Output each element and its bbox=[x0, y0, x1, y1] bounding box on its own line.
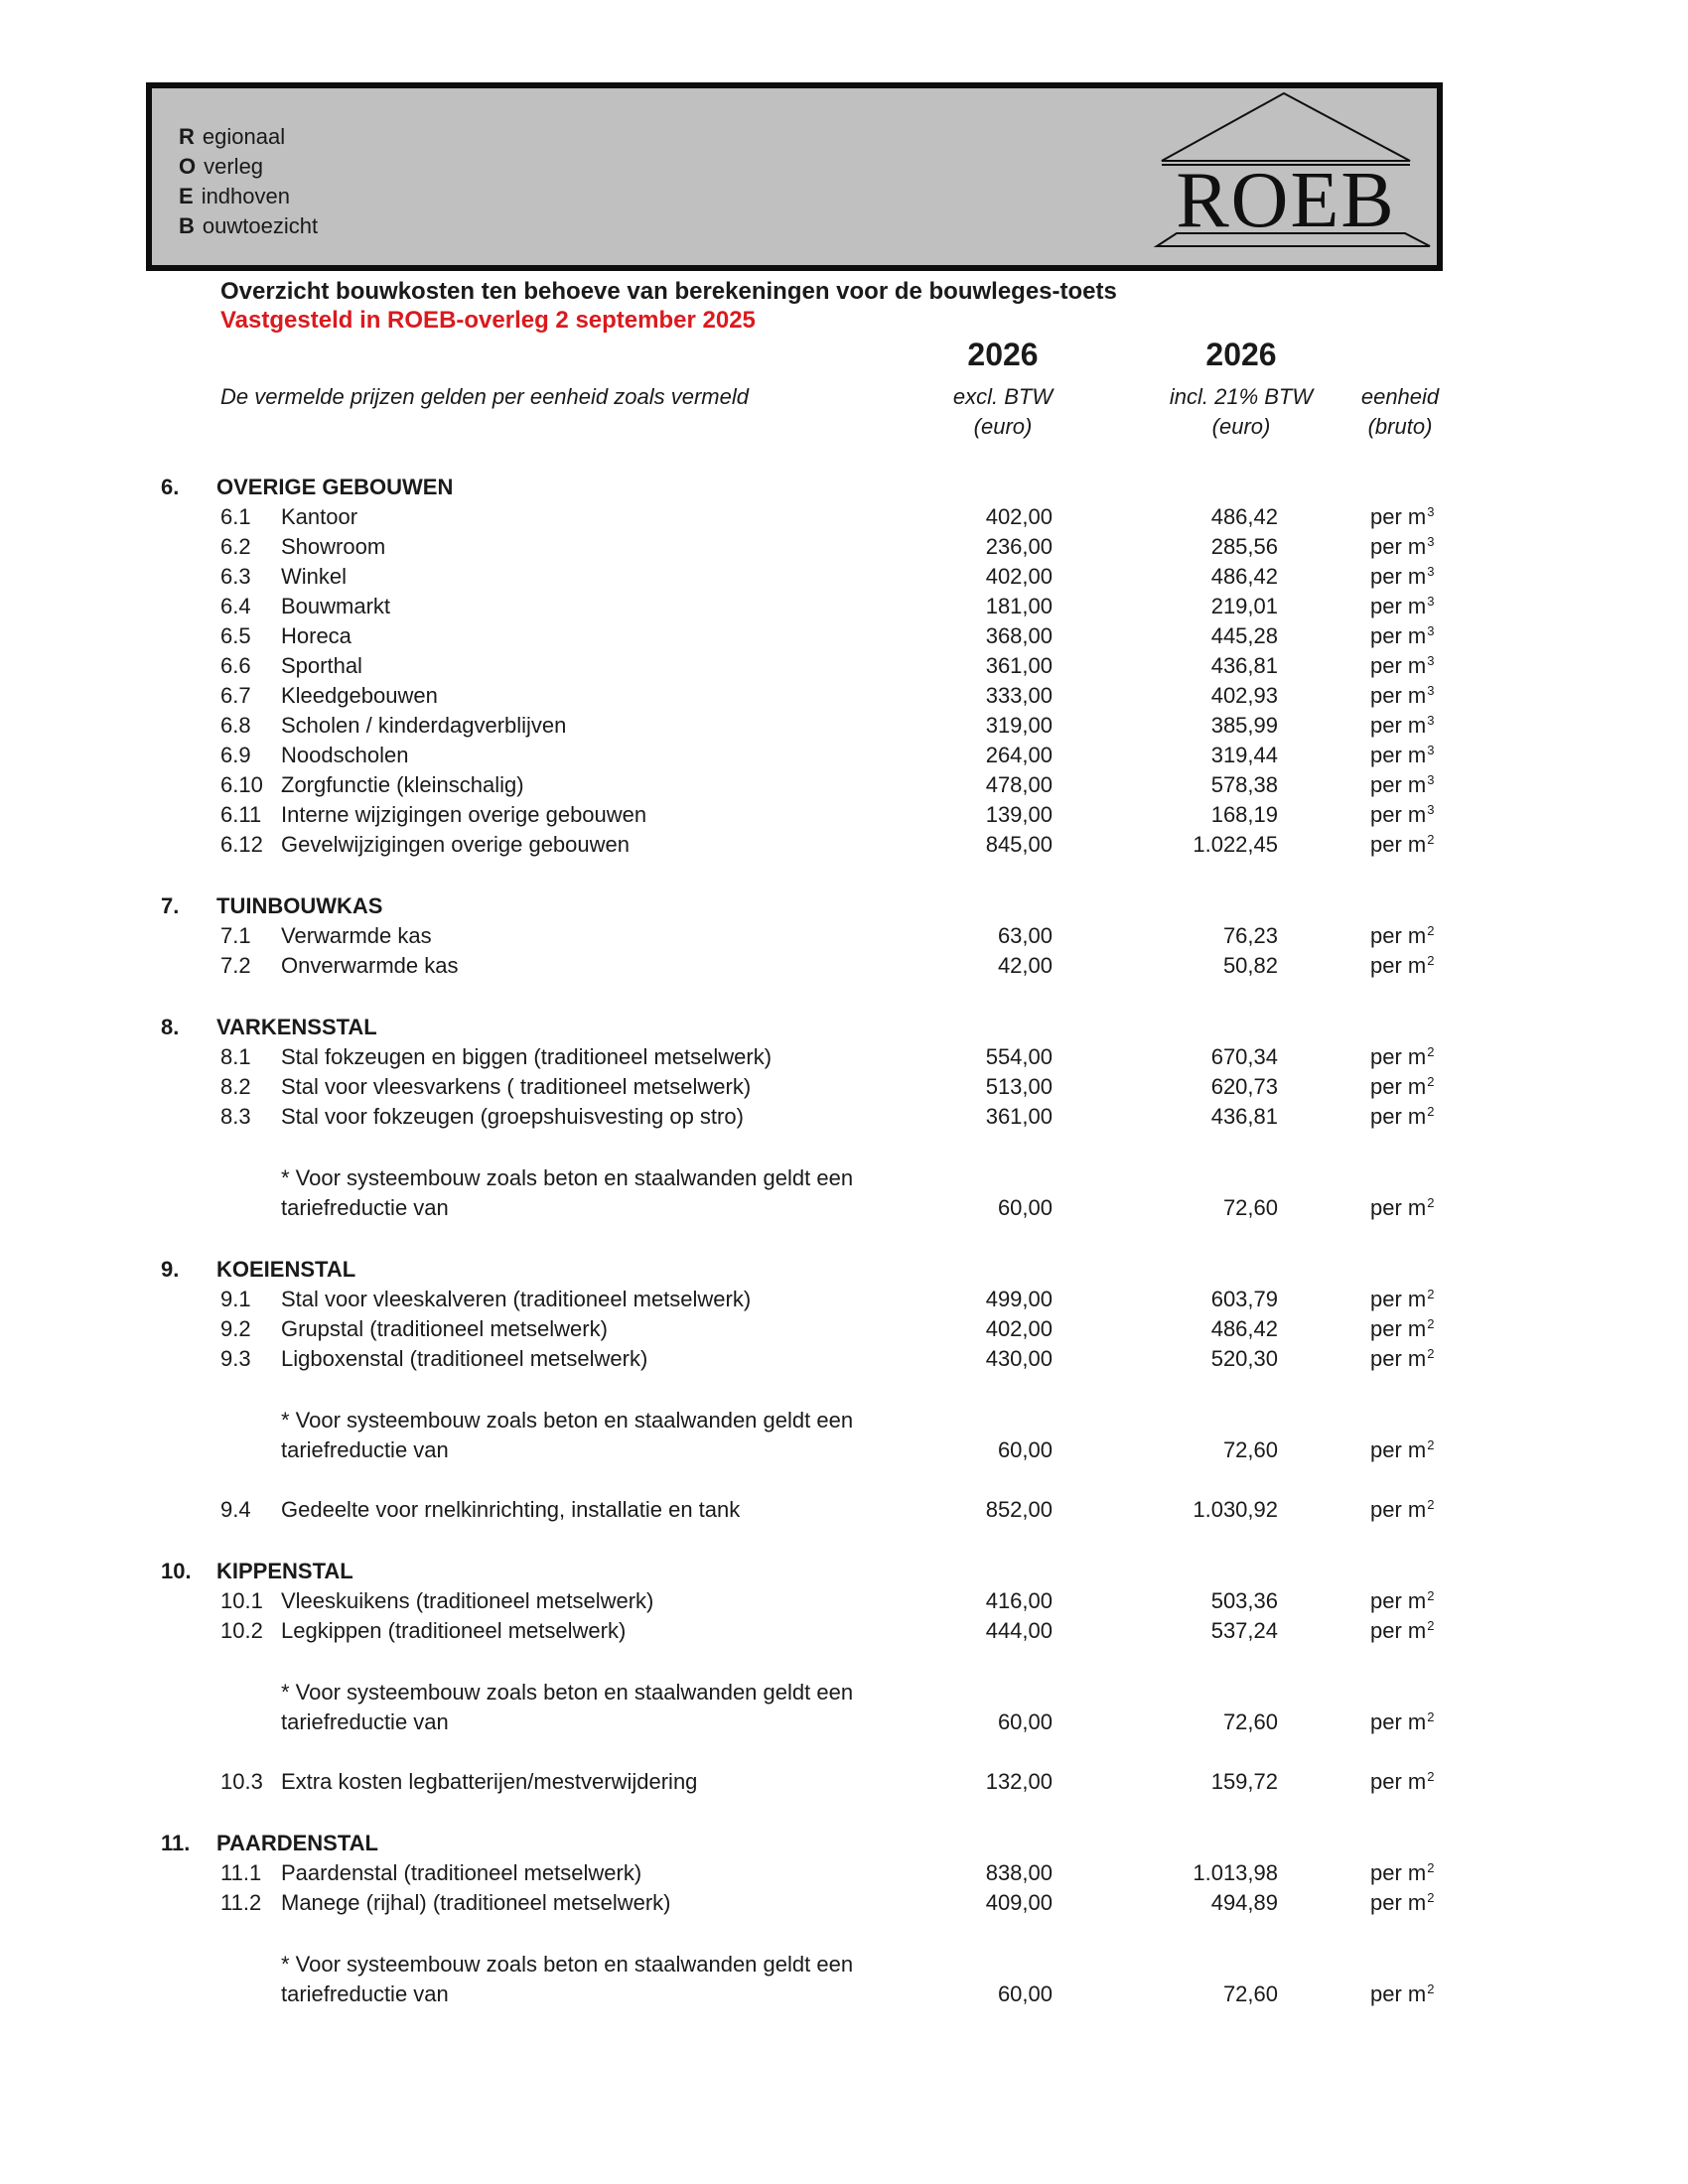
note-row bbox=[0, 1165, 1688, 1195]
price-excl-btw: 319,00 bbox=[985, 713, 1053, 738]
price-incl-btw: 436,81 bbox=[1210, 653, 1278, 678]
unit: per m 2 bbox=[1370, 1769, 1435, 1794]
price-incl-btw: 670,34 bbox=[1210, 1044, 1278, 1069]
note-text: tariefreductie van bbox=[281, 1709, 449, 1734]
price-incl-btw: 219,01 bbox=[1210, 594, 1278, 618]
price-excl-btw: 60,00 bbox=[997, 1437, 1053, 1462]
unit: per m 2 bbox=[1370, 1860, 1435, 1885]
col-subheader-excl-euro: (euro) bbox=[973, 414, 1033, 439]
price-excl-btw: 60,00 bbox=[997, 1981, 1053, 2006]
table-row bbox=[0, 1890, 1688, 1920]
row-number: 6.12 bbox=[220, 832, 263, 857]
price-excl-btw: 333,00 bbox=[985, 683, 1053, 708]
row-label: Interne wijzigingen overige gebouwen bbox=[281, 802, 647, 827]
price-incl-btw: 72,60 bbox=[1222, 1437, 1278, 1462]
row-number: 9.4 bbox=[220, 1497, 251, 1522]
row-number: 10.1 bbox=[220, 1588, 263, 1613]
unit-exponent: 2 bbox=[1427, 1104, 1435, 1119]
row-label: Bouwmarkt bbox=[281, 594, 391, 618]
row-label: Stal voor vleeskalveren (traditioneel metselwerk) bbox=[281, 1287, 752, 1311]
table-row bbox=[0, 1104, 1688, 1134]
price-excl-btw: 181,00 bbox=[985, 594, 1053, 618]
unit-exponent: 2 bbox=[1427, 1709, 1435, 1724]
section-header bbox=[0, 893, 1688, 923]
unit: per m 2 bbox=[1370, 1104, 1435, 1129]
unit-exponent: 3 bbox=[1427, 534, 1435, 549]
col-header-incl-btw: incl. 21% BTW bbox=[1169, 384, 1314, 409]
unit: per m 3 bbox=[1370, 772, 1435, 797]
row-number: 6.5 bbox=[220, 623, 251, 648]
unit: per m 2 bbox=[1370, 1346, 1435, 1371]
table-row bbox=[0, 1287, 1688, 1316]
table-row bbox=[0, 1346, 1688, 1376]
unit-exponent: 2 bbox=[1427, 1618, 1435, 1633]
unit-exponent: 3 bbox=[1427, 743, 1435, 757]
price-incl-btw: 494,89 bbox=[1210, 1890, 1278, 1915]
unit-exponent: 2 bbox=[1427, 1074, 1435, 1089]
price-incl-btw: 520,30 bbox=[1210, 1346, 1278, 1371]
price-incl-btw: 620,73 bbox=[1210, 1074, 1278, 1099]
price-incl-btw: 50,82 bbox=[1222, 953, 1278, 978]
price-incl-btw: 76,23 bbox=[1222, 923, 1278, 948]
unit: per m 3 bbox=[1370, 713, 1435, 738]
section-header bbox=[0, 1831, 1688, 1860]
row-number: 6.11 bbox=[220, 802, 262, 827]
row-number: 6.4 bbox=[220, 594, 251, 618]
price-incl-btw: 486,42 bbox=[1210, 564, 1278, 589]
section-header bbox=[0, 475, 1688, 504]
row-number: 6.10 bbox=[220, 772, 263, 797]
acronym-rest: ouwtoezicht bbox=[202, 213, 319, 238]
unit-exponent: 3 bbox=[1427, 623, 1435, 638]
price-incl-btw: 445,28 bbox=[1210, 623, 1278, 648]
unit-exponent: 2 bbox=[1427, 1346, 1435, 1361]
row-number: 8.2 bbox=[220, 1074, 251, 1099]
price-excl-btw: 478,00 bbox=[985, 772, 1053, 797]
price-incl-btw: 537,24 bbox=[1210, 1618, 1278, 1643]
table-row bbox=[0, 832, 1688, 862]
acronym-initial: E bbox=[179, 184, 194, 208]
unit: per m 2 bbox=[1370, 953, 1435, 978]
unit: per m 3 bbox=[1370, 802, 1435, 827]
roeb-acronym bbox=[179, 122, 318, 241]
row-label: Legkippen (traditioneel metselwerk) bbox=[281, 1618, 627, 1643]
row-label: Kantoor bbox=[281, 504, 358, 529]
price-excl-btw: 838,00 bbox=[985, 1860, 1053, 1885]
unit: per m 2 bbox=[1370, 1195, 1435, 1220]
row-label: Grupstal (traditioneel metselwerk) bbox=[281, 1316, 608, 1341]
note-text: tariefreductie van bbox=[281, 1437, 449, 1462]
unit-exponent: 2 bbox=[1427, 1769, 1435, 1784]
note-row bbox=[0, 1952, 1688, 1981]
section-title: TUINBOUWKAS bbox=[216, 893, 383, 918]
unit: per m 2 bbox=[1370, 1890, 1435, 1915]
section-title: OVERIGE GEBOUWEN bbox=[216, 475, 454, 499]
row-label: Showroom bbox=[281, 534, 386, 559]
table-row bbox=[0, 713, 1688, 743]
table-row bbox=[0, 1316, 1688, 1346]
price-incl-btw: 486,42 bbox=[1210, 504, 1278, 529]
row-label: Extra kosten legbatterijen/mestverwijdering bbox=[281, 1769, 698, 1794]
row-number: 6.8 bbox=[220, 713, 251, 738]
price-incl-btw: 385,99 bbox=[1210, 713, 1278, 738]
note-text: tariefreductie van bbox=[281, 1981, 449, 2006]
row-number: 10.2 bbox=[220, 1618, 263, 1643]
section-title: PAARDENSTAL bbox=[216, 1831, 378, 1855]
col-header-unit: eenheid bbox=[1360, 384, 1440, 409]
roeb-logo-text: ROEB bbox=[1176, 157, 1396, 244]
price-incl-btw: 578,38 bbox=[1210, 772, 1278, 797]
unit: per m 3 bbox=[1370, 623, 1435, 648]
unit-exponent: 3 bbox=[1427, 772, 1435, 787]
row-label: Manege (rijhal) (traditioneel metselwerk) bbox=[281, 1890, 671, 1915]
row-label: Onverwarmde kas bbox=[281, 953, 459, 978]
document-subtitle: Vastgesteld in ROEB-overleg 2 september 2025 bbox=[220, 307, 756, 334]
row-number: 7.1 bbox=[220, 923, 251, 948]
unit: per m 3 bbox=[1370, 504, 1435, 529]
section-number: 8. bbox=[161, 1015, 180, 1039]
row-number: 8.1 bbox=[220, 1044, 251, 1069]
price-excl-btw: 554,00 bbox=[985, 1044, 1053, 1069]
unit-exponent: 2 bbox=[1427, 1981, 1435, 1996]
price-excl-btw: 132,00 bbox=[985, 1769, 1053, 1794]
note-text: * Voor systeembouw zoals beton en staalwanden geldt een bbox=[281, 1165, 854, 1190]
unit-exponent: 2 bbox=[1427, 1437, 1435, 1452]
price-incl-btw: 436,81 bbox=[1210, 1104, 1278, 1129]
price-excl-btw: 416,00 bbox=[985, 1588, 1053, 1613]
note-text: * Voor systeembouw zoals beton en staalwanden geldt een bbox=[281, 1408, 854, 1433]
unit-exponent: 2 bbox=[1427, 1860, 1435, 1875]
section-title: KIPPENSTAL bbox=[216, 1559, 353, 1583]
section-header bbox=[0, 1015, 1688, 1044]
price-excl-btw: 63,00 bbox=[997, 923, 1053, 948]
note-text: tariefreductie van bbox=[281, 1195, 449, 1220]
unit-exponent: 3 bbox=[1427, 564, 1435, 579]
row-label: Zorgfunctie (kleinschalig) bbox=[281, 772, 524, 797]
unit-exponent: 2 bbox=[1427, 953, 1435, 968]
table-row bbox=[0, 653, 1688, 683]
col-subheader-unit-bruto: (bruto) bbox=[1367, 414, 1433, 439]
table-row bbox=[0, 534, 1688, 564]
unit: per m 3 bbox=[1370, 564, 1435, 589]
col-header-year-excl: 2026 bbox=[967, 337, 1039, 372]
section-number: 7. bbox=[161, 893, 180, 918]
row-label: Scholen / kinderdagverblijven bbox=[281, 713, 567, 738]
section-number: 9. bbox=[161, 1257, 180, 1282]
table-row bbox=[0, 564, 1688, 594]
price-excl-btw: 368,00 bbox=[985, 623, 1053, 648]
section-title: VARKENSSTAL bbox=[216, 1015, 377, 1039]
price-excl-btw: 513,00 bbox=[985, 1074, 1053, 1099]
note-row bbox=[0, 1981, 1688, 2011]
row-label: Stal voor vleesvarkens ( traditioneel metselwerk) bbox=[281, 1074, 752, 1099]
table-row bbox=[0, 953, 1688, 983]
table-row bbox=[0, 504, 1688, 534]
row-number: 6.7 bbox=[220, 683, 251, 708]
row-label: Noodscholen bbox=[281, 743, 409, 767]
price-incl-btw: 159,72 bbox=[1210, 1769, 1278, 1794]
table-row bbox=[0, 1769, 1688, 1799]
unit: per m 3 bbox=[1370, 743, 1435, 767]
unit: per m 3 bbox=[1370, 683, 1435, 708]
unit: per m 3 bbox=[1370, 594, 1435, 618]
price-incl-btw: 603,79 bbox=[1210, 1287, 1278, 1311]
table-row bbox=[0, 772, 1688, 802]
row-number: 6.9 bbox=[220, 743, 251, 767]
row-number: 9.2 bbox=[220, 1316, 251, 1341]
price-excl-btw: 444,00 bbox=[985, 1618, 1053, 1643]
note-text: * Voor systeembouw zoals beton en staalwanden geldt een bbox=[281, 1952, 854, 1977]
unit: per m 2 bbox=[1370, 923, 1435, 948]
col-subheader-incl-euro: (euro) bbox=[1211, 414, 1271, 439]
acronym-line bbox=[179, 211, 318, 241]
price-incl-btw: 72,60 bbox=[1222, 1709, 1278, 1734]
col-header-year-incl: 2026 bbox=[1205, 337, 1277, 372]
unit: per m 2 bbox=[1370, 1497, 1435, 1522]
price-excl-btw: 409,00 bbox=[985, 1890, 1053, 1915]
note-row bbox=[0, 1680, 1688, 1709]
roeb-logo-icon bbox=[1138, 85, 1432, 260]
unit-exponent: 3 bbox=[1427, 594, 1435, 609]
row-label: Verwarmde kas bbox=[281, 923, 432, 948]
table-row bbox=[0, 1497, 1688, 1527]
unit: per m 2 bbox=[1370, 1044, 1435, 1069]
row-number: 11.1 bbox=[220, 1860, 262, 1885]
unit-exponent: 2 bbox=[1427, 1316, 1435, 1331]
unit-exponent: 2 bbox=[1427, 1044, 1435, 1059]
row-number: 6.1 bbox=[220, 504, 251, 529]
unit-exponent: 3 bbox=[1427, 802, 1435, 817]
price-incl-btw: 285,56 bbox=[1210, 534, 1278, 559]
unit: per m 2 bbox=[1370, 832, 1435, 857]
table-row bbox=[0, 1074, 1688, 1104]
section-header bbox=[0, 1257, 1688, 1287]
acronym-rest: verleg bbox=[204, 154, 264, 179]
unit: per m 2 bbox=[1370, 1588, 1435, 1613]
acronym-initial: O bbox=[179, 154, 197, 179]
unit-exponent: 3 bbox=[1427, 504, 1435, 519]
row-number: 7.2 bbox=[220, 953, 251, 978]
col-header-excl-btw: excl. BTW bbox=[952, 384, 1054, 409]
price-excl-btw: 845,00 bbox=[985, 832, 1053, 857]
unit: per m 2 bbox=[1370, 1316, 1435, 1341]
price-excl-btw: 402,00 bbox=[985, 504, 1053, 529]
table-row bbox=[0, 594, 1688, 623]
price-excl-btw: 236,00 bbox=[985, 534, 1053, 559]
price-excl-btw: 402,00 bbox=[985, 1316, 1053, 1341]
price-excl-btw: 499,00 bbox=[985, 1287, 1053, 1311]
unit-exponent: 2 bbox=[1427, 923, 1435, 938]
unit: per m 2 bbox=[1370, 1437, 1435, 1462]
row-label: Stal voor fokzeugen (groepshuisvesting op stro) bbox=[281, 1104, 744, 1129]
price-excl-btw: 42,00 bbox=[997, 953, 1053, 978]
unit-exponent: 2 bbox=[1427, 1588, 1435, 1603]
price-excl-btw: 264,00 bbox=[985, 743, 1053, 767]
table-row bbox=[0, 1618, 1688, 1648]
acronym-initial: R bbox=[179, 124, 195, 149]
acronym-line bbox=[179, 122, 318, 152]
section-title: KOEIENSTAL bbox=[216, 1257, 356, 1282]
row-number: 10.3 bbox=[220, 1769, 263, 1794]
row-label: Sporthal bbox=[281, 653, 362, 678]
note-row bbox=[0, 1437, 1688, 1467]
price-excl-btw: 139,00 bbox=[985, 802, 1053, 827]
price-incl-btw: 503,36 bbox=[1210, 1588, 1278, 1613]
row-label: Ligboxenstal (traditioneel metselwerk) bbox=[281, 1346, 648, 1371]
table-row bbox=[0, 623, 1688, 653]
row-label: Paardenstal (traditioneel metselwerk) bbox=[281, 1860, 642, 1885]
table-row bbox=[0, 1044, 1688, 1074]
price-excl-btw: 361,00 bbox=[985, 1104, 1053, 1129]
document-title: Overzicht bouwkosten ten behoeve van berekeningen voor de bouwleges-toets bbox=[220, 278, 1117, 305]
note-text: * Voor systeembouw zoals beton en staalwanden geldt een bbox=[281, 1680, 854, 1705]
section-number: 11. bbox=[161, 1831, 191, 1855]
acronym-rest: indhoven bbox=[201, 184, 290, 208]
unit-exponent: 2 bbox=[1427, 1497, 1435, 1512]
row-number: 9.1 bbox=[220, 1287, 251, 1311]
section-header bbox=[0, 1559, 1688, 1588]
table-row bbox=[0, 923, 1688, 953]
price-excl-btw: 852,00 bbox=[985, 1497, 1053, 1522]
unit: per m 2 bbox=[1370, 1287, 1435, 1311]
row-number: 9.3 bbox=[220, 1346, 251, 1371]
note-row bbox=[0, 1709, 1688, 1739]
price-excl-btw: 60,00 bbox=[997, 1195, 1053, 1220]
unit: per m 3 bbox=[1370, 534, 1435, 559]
unit: per m 2 bbox=[1370, 1618, 1435, 1643]
row-label: Stal fokzeugen en biggen (traditioneel metselwerk) bbox=[281, 1044, 773, 1069]
price-incl-btw: 1.013,98 bbox=[1193, 1860, 1278, 1885]
table-row bbox=[0, 1588, 1688, 1618]
table-row bbox=[0, 683, 1688, 713]
unit-exponent: 3 bbox=[1427, 713, 1435, 728]
row-number: 6.2 bbox=[220, 534, 251, 559]
price-incl-btw: 402,93 bbox=[1210, 683, 1278, 708]
price-excl-btw: 402,00 bbox=[985, 564, 1053, 589]
row-number: 6.6 bbox=[220, 653, 251, 678]
note-row bbox=[0, 1195, 1688, 1225]
section-number: 10. bbox=[161, 1559, 192, 1583]
note-row bbox=[0, 1408, 1688, 1437]
acronym-line bbox=[179, 152, 318, 182]
row-label: Gedeelte voor rnelkinrichting, installatie en tank bbox=[281, 1497, 741, 1522]
acronym-rest: egionaal bbox=[202, 124, 286, 149]
unit-exponent: 2 bbox=[1427, 832, 1435, 847]
row-number: 8.3 bbox=[220, 1104, 251, 1129]
price-excl-btw: 60,00 bbox=[997, 1709, 1053, 1734]
price-excl-btw: 361,00 bbox=[985, 653, 1053, 678]
row-label: Winkel bbox=[281, 564, 348, 589]
price-incl-btw: 319,44 bbox=[1210, 743, 1278, 767]
unit-exponent: 2 bbox=[1427, 1195, 1435, 1210]
unit: per m 2 bbox=[1370, 1709, 1435, 1734]
row-number: 11.2 bbox=[220, 1890, 262, 1915]
table-row bbox=[0, 1860, 1688, 1890]
unit-exponent: 2 bbox=[1427, 1287, 1435, 1301]
table-row bbox=[0, 743, 1688, 772]
acronym-initial: B bbox=[179, 213, 195, 238]
row-label: Kleedgebouwen bbox=[281, 683, 438, 708]
unit-exponent: 3 bbox=[1427, 653, 1435, 668]
unit-exponent: 2 bbox=[1427, 1890, 1435, 1905]
section-number: 6. bbox=[161, 475, 180, 499]
price-incl-btw: 1.022,45 bbox=[1193, 832, 1278, 857]
row-number: 6.3 bbox=[220, 564, 251, 589]
acronym-line bbox=[179, 182, 318, 211]
unit: per m 2 bbox=[1370, 1981, 1435, 2006]
price-incl-btw: 168,19 bbox=[1210, 802, 1278, 827]
price-incl-btw: 486,42 bbox=[1210, 1316, 1278, 1341]
row-label: Horeca bbox=[281, 623, 352, 648]
price-incl-btw: 1.030,92 bbox=[1193, 1497, 1278, 1522]
unit: per m 2 bbox=[1370, 1074, 1435, 1099]
unit: per m 3 bbox=[1370, 653, 1435, 678]
price-incl-btw: 72,60 bbox=[1222, 1195, 1278, 1220]
row-label: Gevelwijzigingen overige gebouwen bbox=[281, 832, 631, 857]
row-label: Vleeskuikens (traditioneel metselwerk) bbox=[281, 1588, 654, 1613]
unit-exponent: 3 bbox=[1427, 683, 1435, 698]
price-note: De vermelde prijzen gelden per eenheid zoals vermeld bbox=[220, 384, 749, 409]
price-incl-btw: 72,60 bbox=[1222, 1981, 1278, 2006]
price-excl-btw: 430,00 bbox=[985, 1346, 1053, 1371]
table-row bbox=[0, 802, 1688, 832]
